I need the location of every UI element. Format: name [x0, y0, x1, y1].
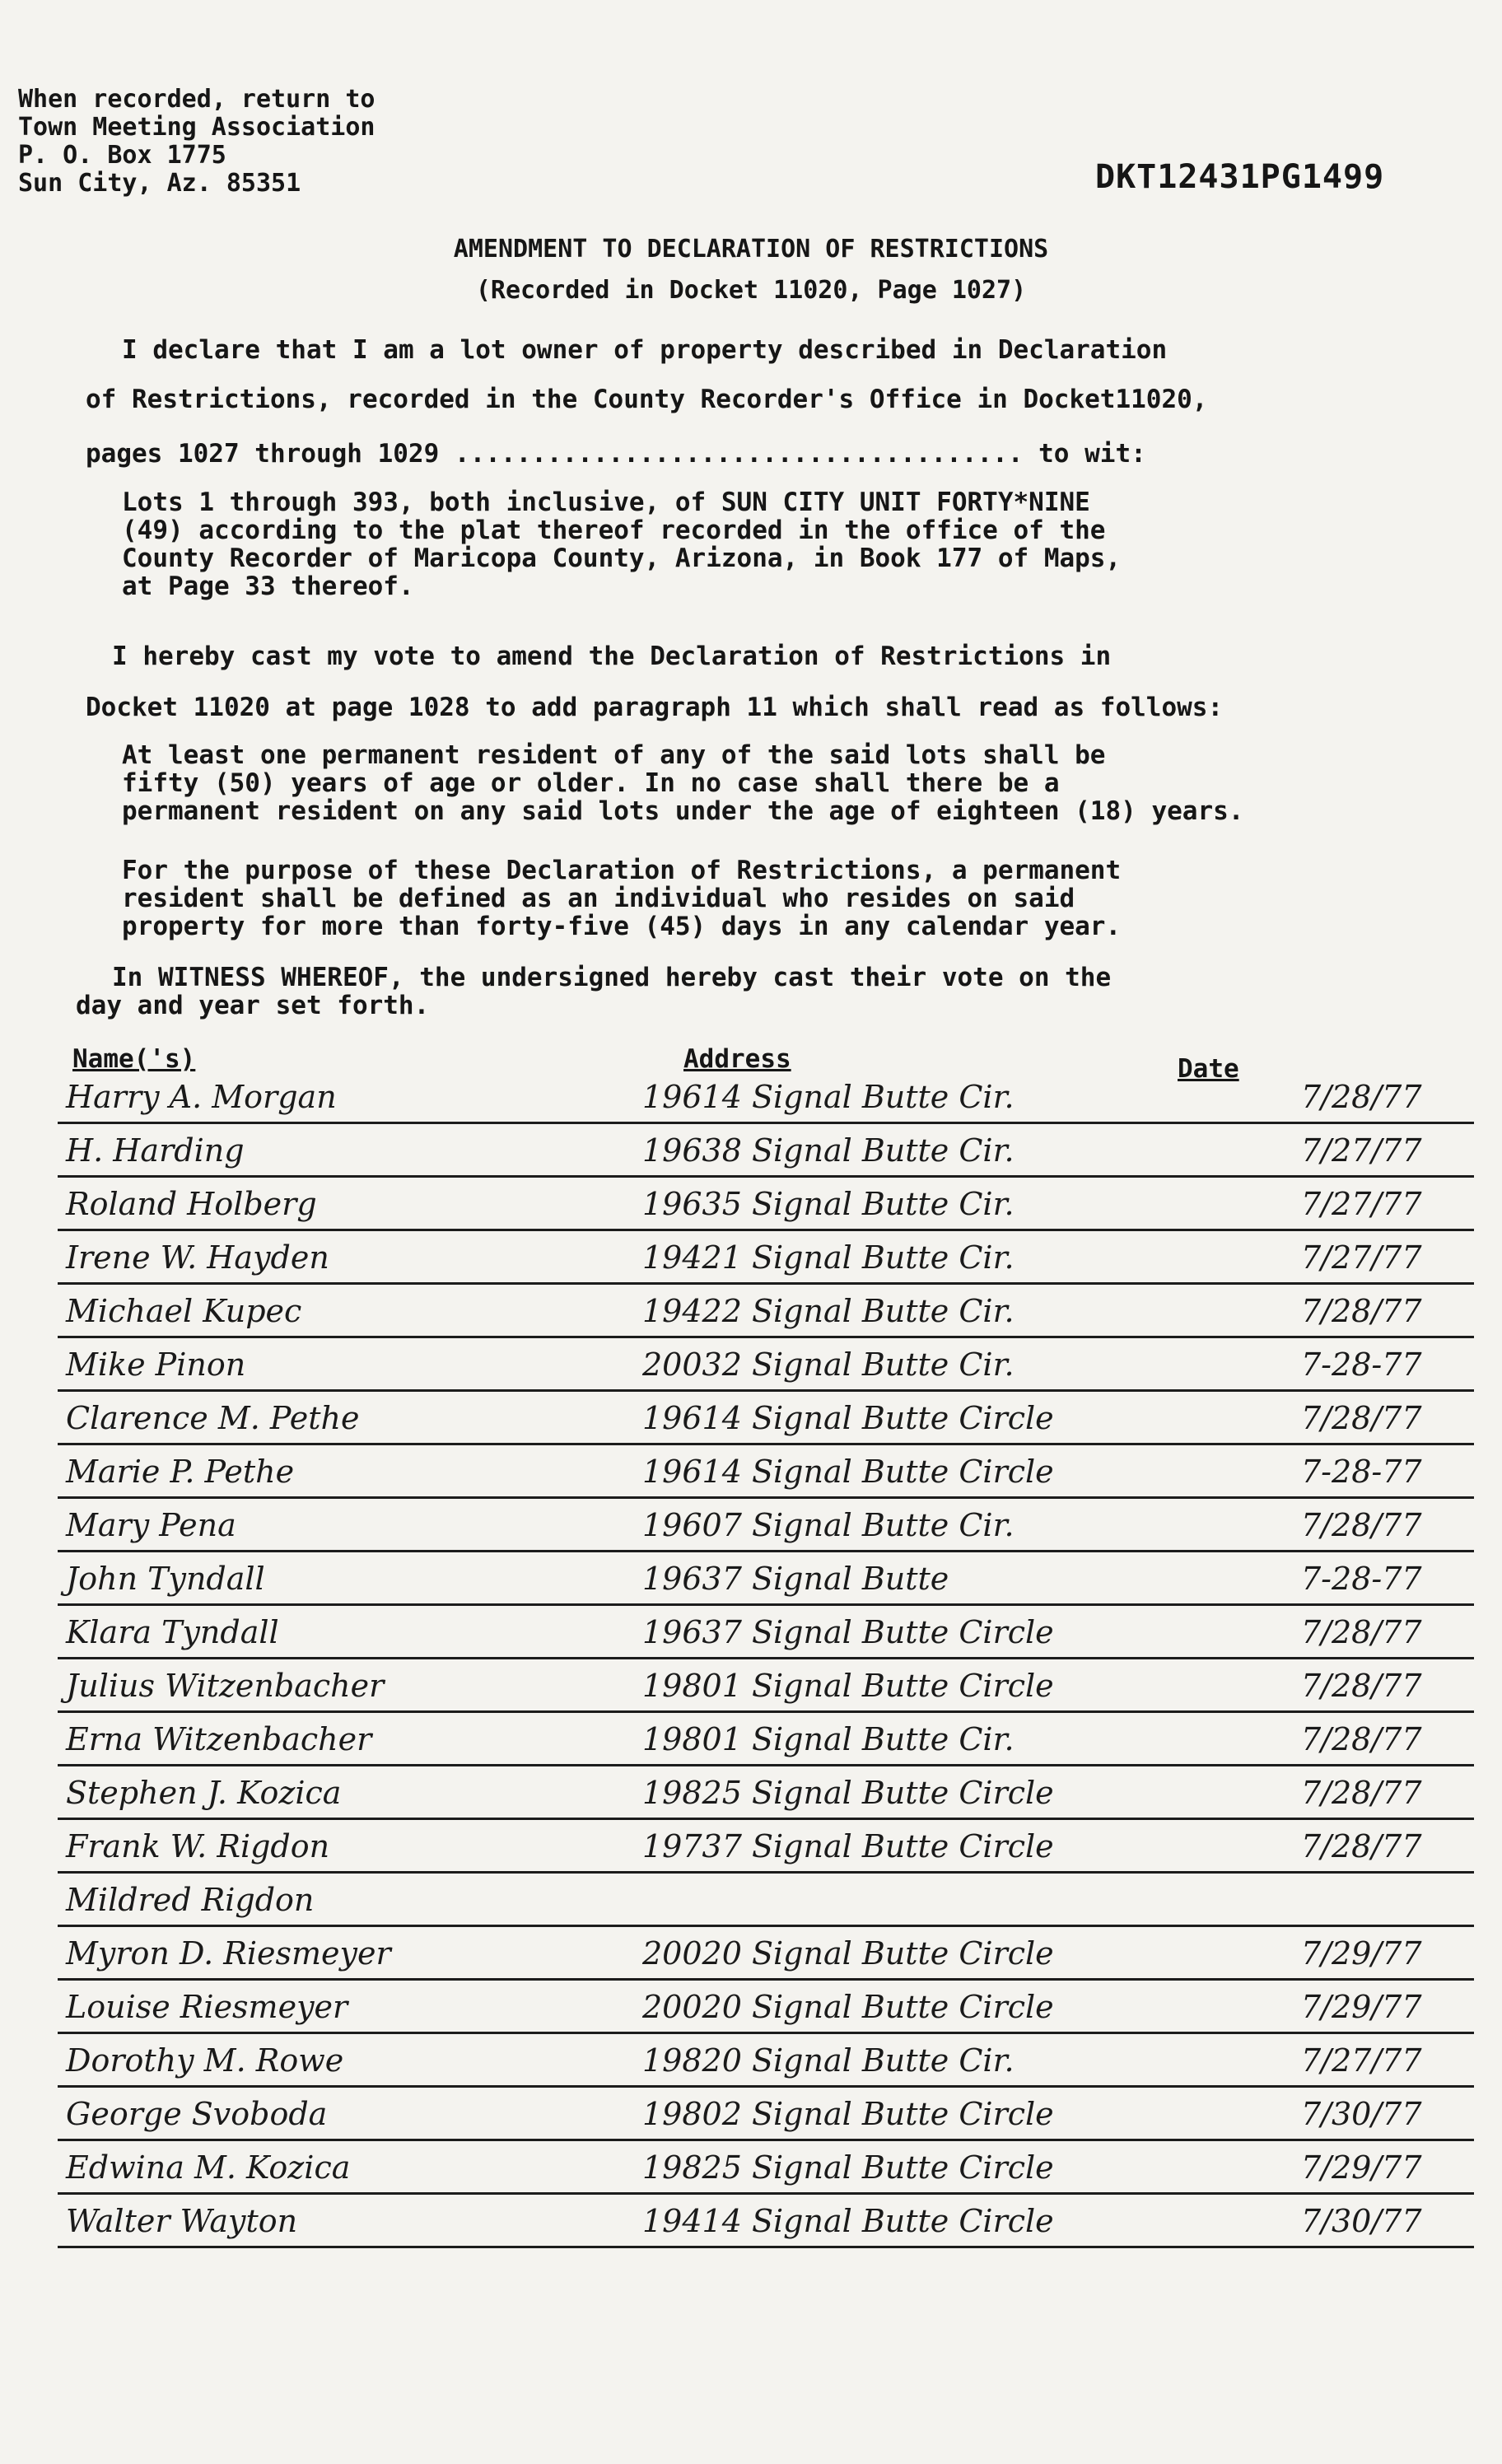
- signature-date: 7/28/77: [1301, 1828, 1422, 1864]
- signature-row: [58, 1927, 1474, 1981]
- signature-date: 7/27/77: [1301, 2042, 1422, 2079]
- signature-row: [58, 2034, 1474, 2088]
- signature-row: [58, 1659, 1474, 1713]
- signer-name: Frank W. Rigdon: [66, 1828, 330, 1864]
- signature-row: [58, 1124, 1474, 1178]
- signer-name: Edwina M. Kozica: [66, 2149, 351, 2186]
- return-address-line: When recorded, return to: [18, 85, 376, 114]
- signature-date: 7-28-77: [1301, 1561, 1422, 1597]
- signature-date: 7/28/77: [1301, 1507, 1422, 1543]
- signature-date: 7/28/77: [1301, 1721, 1422, 1757]
- signer-name: Klara Tyndall: [66, 1614, 279, 1650]
- signer-address: 19820 Signal Butte Cir.: [642, 2042, 1015, 2079]
- signer-address: 19825 Signal Butte Circle: [642, 2149, 1054, 2186]
- lots-description: [122, 488, 1121, 600]
- signer-address: 19422 Signal Butte Cir.: [642, 1293, 1015, 1329]
- signature-date: 7/28/77: [1301, 1775, 1422, 1811]
- signer-address: 19421 Signal Butte Cir.: [642, 1239, 1015, 1276]
- signer-name: Mary Pena: [66, 1507, 236, 1543]
- signer-name: Clarence M. Pethe: [66, 1400, 360, 1436]
- lots-line: at Page 33 thereof.: [122, 572, 414, 601]
- definition-line: resident shall be defined as an individual who resides on said: [122, 884, 1075, 913]
- residency-line: fifty (50) years of age or older. In no case shall there be a: [122, 768, 1060, 798]
- signature-date: 7/30/77: [1301, 2096, 1422, 2132]
- declaration-line-3: pages 1027 through 1029 ..................................... to wit:: [86, 439, 1146, 469]
- signer-name: John Tyndall: [66, 1561, 265, 1597]
- signature-date: 7/29/77: [1301, 1989, 1422, 2025]
- signature-row: [58, 1071, 1474, 1124]
- signature-date: 7/30/77: [1301, 2203, 1422, 2239]
- signer-name: George Svoboda: [66, 2096, 328, 2132]
- signature-row: [58, 1392, 1474, 1445]
- signature-date: 7/29/77: [1301, 2149, 1422, 2186]
- signature-row: [58, 1445, 1474, 1499]
- signer-address: 20020 Signal Butte Circle: [642, 1935, 1054, 1972]
- signer-address: 19607 Signal Butte Cir.: [642, 1507, 1015, 1543]
- lots-line: County Recorder of Maricopa County, Arizona, in Book 177 of Maps,: [122, 544, 1122, 573]
- signature-row: [58, 2195, 1474, 2248]
- signer-name: Julius Witzenbacher: [66, 1668, 385, 1704]
- signature-row: [58, 1606, 1474, 1659]
- signer-name: Erna Witzenbacher: [66, 1721, 372, 1757]
- signature-row: [58, 1231, 1474, 1285]
- signature-row: [58, 1338, 1474, 1392]
- return-address-line: Town Meeting Association: [18, 113, 376, 142]
- signer-address: 19637 Signal Butte: [642, 1561, 949, 1597]
- lots-line: Lots 1 through 393, both inclusive, of SUN CITY UNIT FORTY*NINE: [122, 488, 1090, 517]
- signer-name: Stephen J. Kozica: [66, 1775, 342, 1811]
- signer-name: Myron D. Riesmeyer: [66, 1935, 391, 1972]
- signature-date: 7-28-77: [1301, 1454, 1422, 1490]
- signature-date: 7/28/77: [1301, 1668, 1422, 1704]
- signature-date: 7/28/77: [1301, 1079, 1422, 1115]
- signature-row: [58, 2141, 1474, 2195]
- signature-row: [58, 1499, 1474, 1552]
- definition-line: For the purpose of these Declaration of Restrictions, a permanent: [122, 856, 1122, 885]
- signer-address: 19737 Signal Butte Circle: [642, 1828, 1054, 1864]
- signature-row: [58, 1552, 1474, 1606]
- signer-name: Mildred Rigdon: [66, 1882, 315, 1918]
- residency-line: permanent resident on any said lots under the age of eighteen (18) years.: [122, 796, 1244, 826]
- signer-address: 19614 Signal Butte Circle: [642, 1454, 1054, 1490]
- vote-line-2: Docket 11020 at page 1028 to add paragraph 11 which shall read as follows:: [86, 693, 1224, 722]
- signature-list: [58, 1071, 1474, 2248]
- signer-address: 19614 Signal Butte Circle: [642, 1400, 1054, 1436]
- definition-line: property for more than forty-five (45) days in any calendar year.: [122, 912, 1122, 941]
- return-address-line: Sun City, Az. 85351: [18, 169, 301, 198]
- signer-name: Dorothy M. Rowe: [66, 2042, 344, 2079]
- docket-stamp: DKT12431PG1499: [1095, 158, 1385, 196]
- column-header-address: Address: [683, 1044, 791, 1074]
- lots-line: (49) according to the plat thereof recorded in the office of the: [122, 516, 1106, 545]
- document-subtitle: (Recorded in Docket 11020, Page 1027): [475, 276, 1027, 305]
- return-address: [18, 86, 375, 198]
- signer-name: Irene W. Hayden: [66, 1239, 329, 1276]
- residency-paragraph: [122, 741, 1243, 825]
- definition-paragraph: [122, 856, 1121, 940]
- signer-address: 19614 Signal Butte Cir.: [642, 1079, 1015, 1115]
- signature-row: [58, 1285, 1474, 1338]
- signer-address: 19825 Signal Butte Circle: [642, 1775, 1054, 1811]
- signature-row: [58, 1981, 1474, 2034]
- signature-date: 7/29/77: [1301, 1935, 1422, 1972]
- signer-name: Marie P. Pethe: [66, 1454, 295, 1490]
- signature-row: [58, 1766, 1474, 1820]
- signer-name: Louise Riesmeyer: [66, 1989, 348, 2025]
- signature-date: 7/27/77: [1301, 1239, 1422, 1276]
- column-header-date: Date: [1178, 1054, 1239, 1084]
- witness-line: day and year set forth.: [76, 991, 430, 1020]
- signer-address: 19801 Signal Butte Cir.: [642, 1721, 1015, 1757]
- signer-name: Roland Holberg: [66, 1186, 317, 1222]
- signer-name: Mike Pinon: [66, 1346, 246, 1383]
- signer-address: 19414 Signal Butte Circle: [642, 2203, 1054, 2239]
- signer-address: 19637 Signal Butte Circle: [642, 1614, 1054, 1650]
- return-address-line: P. O. Box 1775: [18, 141, 226, 170]
- signer-address: 20032 Signal Butte Cir.: [642, 1346, 1015, 1383]
- signer-name: H. Harding: [66, 1132, 245, 1169]
- signature-row: [58, 1874, 1474, 1927]
- signature-date: 7/28/77: [1301, 1293, 1422, 1329]
- declaration-line-2: of Restrictions, recorded in the County Recorder's Office in Docket11020,: [86, 385, 1208, 414]
- declaration-line-1: I declare that I am a lot owner of property described in Declaration: [122, 335, 1168, 365]
- witness-line: In WITNESS WHEREOF, the undersigned hereby cast their vote on the: [112, 963, 1112, 992]
- column-header-name: Name('s): [72, 1044, 196, 1074]
- signer-name: Michael Kupec: [66, 1293, 302, 1329]
- signature-row: [58, 1178, 1474, 1231]
- signature-date: 7/27/77: [1301, 1186, 1422, 1222]
- document-title: AMENDMENT TO DECLARATION OF RESTRICTIONS: [453, 235, 1049, 264]
- signature-date: 7-28-77: [1301, 1346, 1422, 1383]
- signer-address: 19638 Signal Butte Cir.: [642, 1132, 1015, 1169]
- signer-name: Walter Wayton: [66, 2203, 298, 2239]
- residency-line: At least one permanent resident of any of the said lots shall be: [122, 740, 1106, 770]
- signer-address: 19801 Signal Butte Circle: [642, 1668, 1054, 1704]
- signature-date: 7/28/77: [1301, 1400, 1422, 1436]
- signer-name: Harry A. Morgan: [66, 1079, 337, 1115]
- signature-row: [58, 1713, 1474, 1766]
- signer-address: 20020 Signal Butte Circle: [642, 1989, 1054, 2025]
- signature-date: 7/28/77: [1301, 1614, 1422, 1650]
- signature-date: 7/27/77: [1301, 1132, 1422, 1169]
- vote-line-1: I hereby cast my vote to amend the Declaration of Restrictions in: [112, 642, 1112, 671]
- signature-row: [58, 1820, 1474, 1874]
- witness-paragraph: [76, 963, 1112, 1020]
- signer-address: 19635 Signal Butte Cir.: [642, 1186, 1015, 1222]
- signer-address: 19802 Signal Butte Circle: [642, 2096, 1054, 2132]
- signature-row: [58, 2088, 1474, 2141]
